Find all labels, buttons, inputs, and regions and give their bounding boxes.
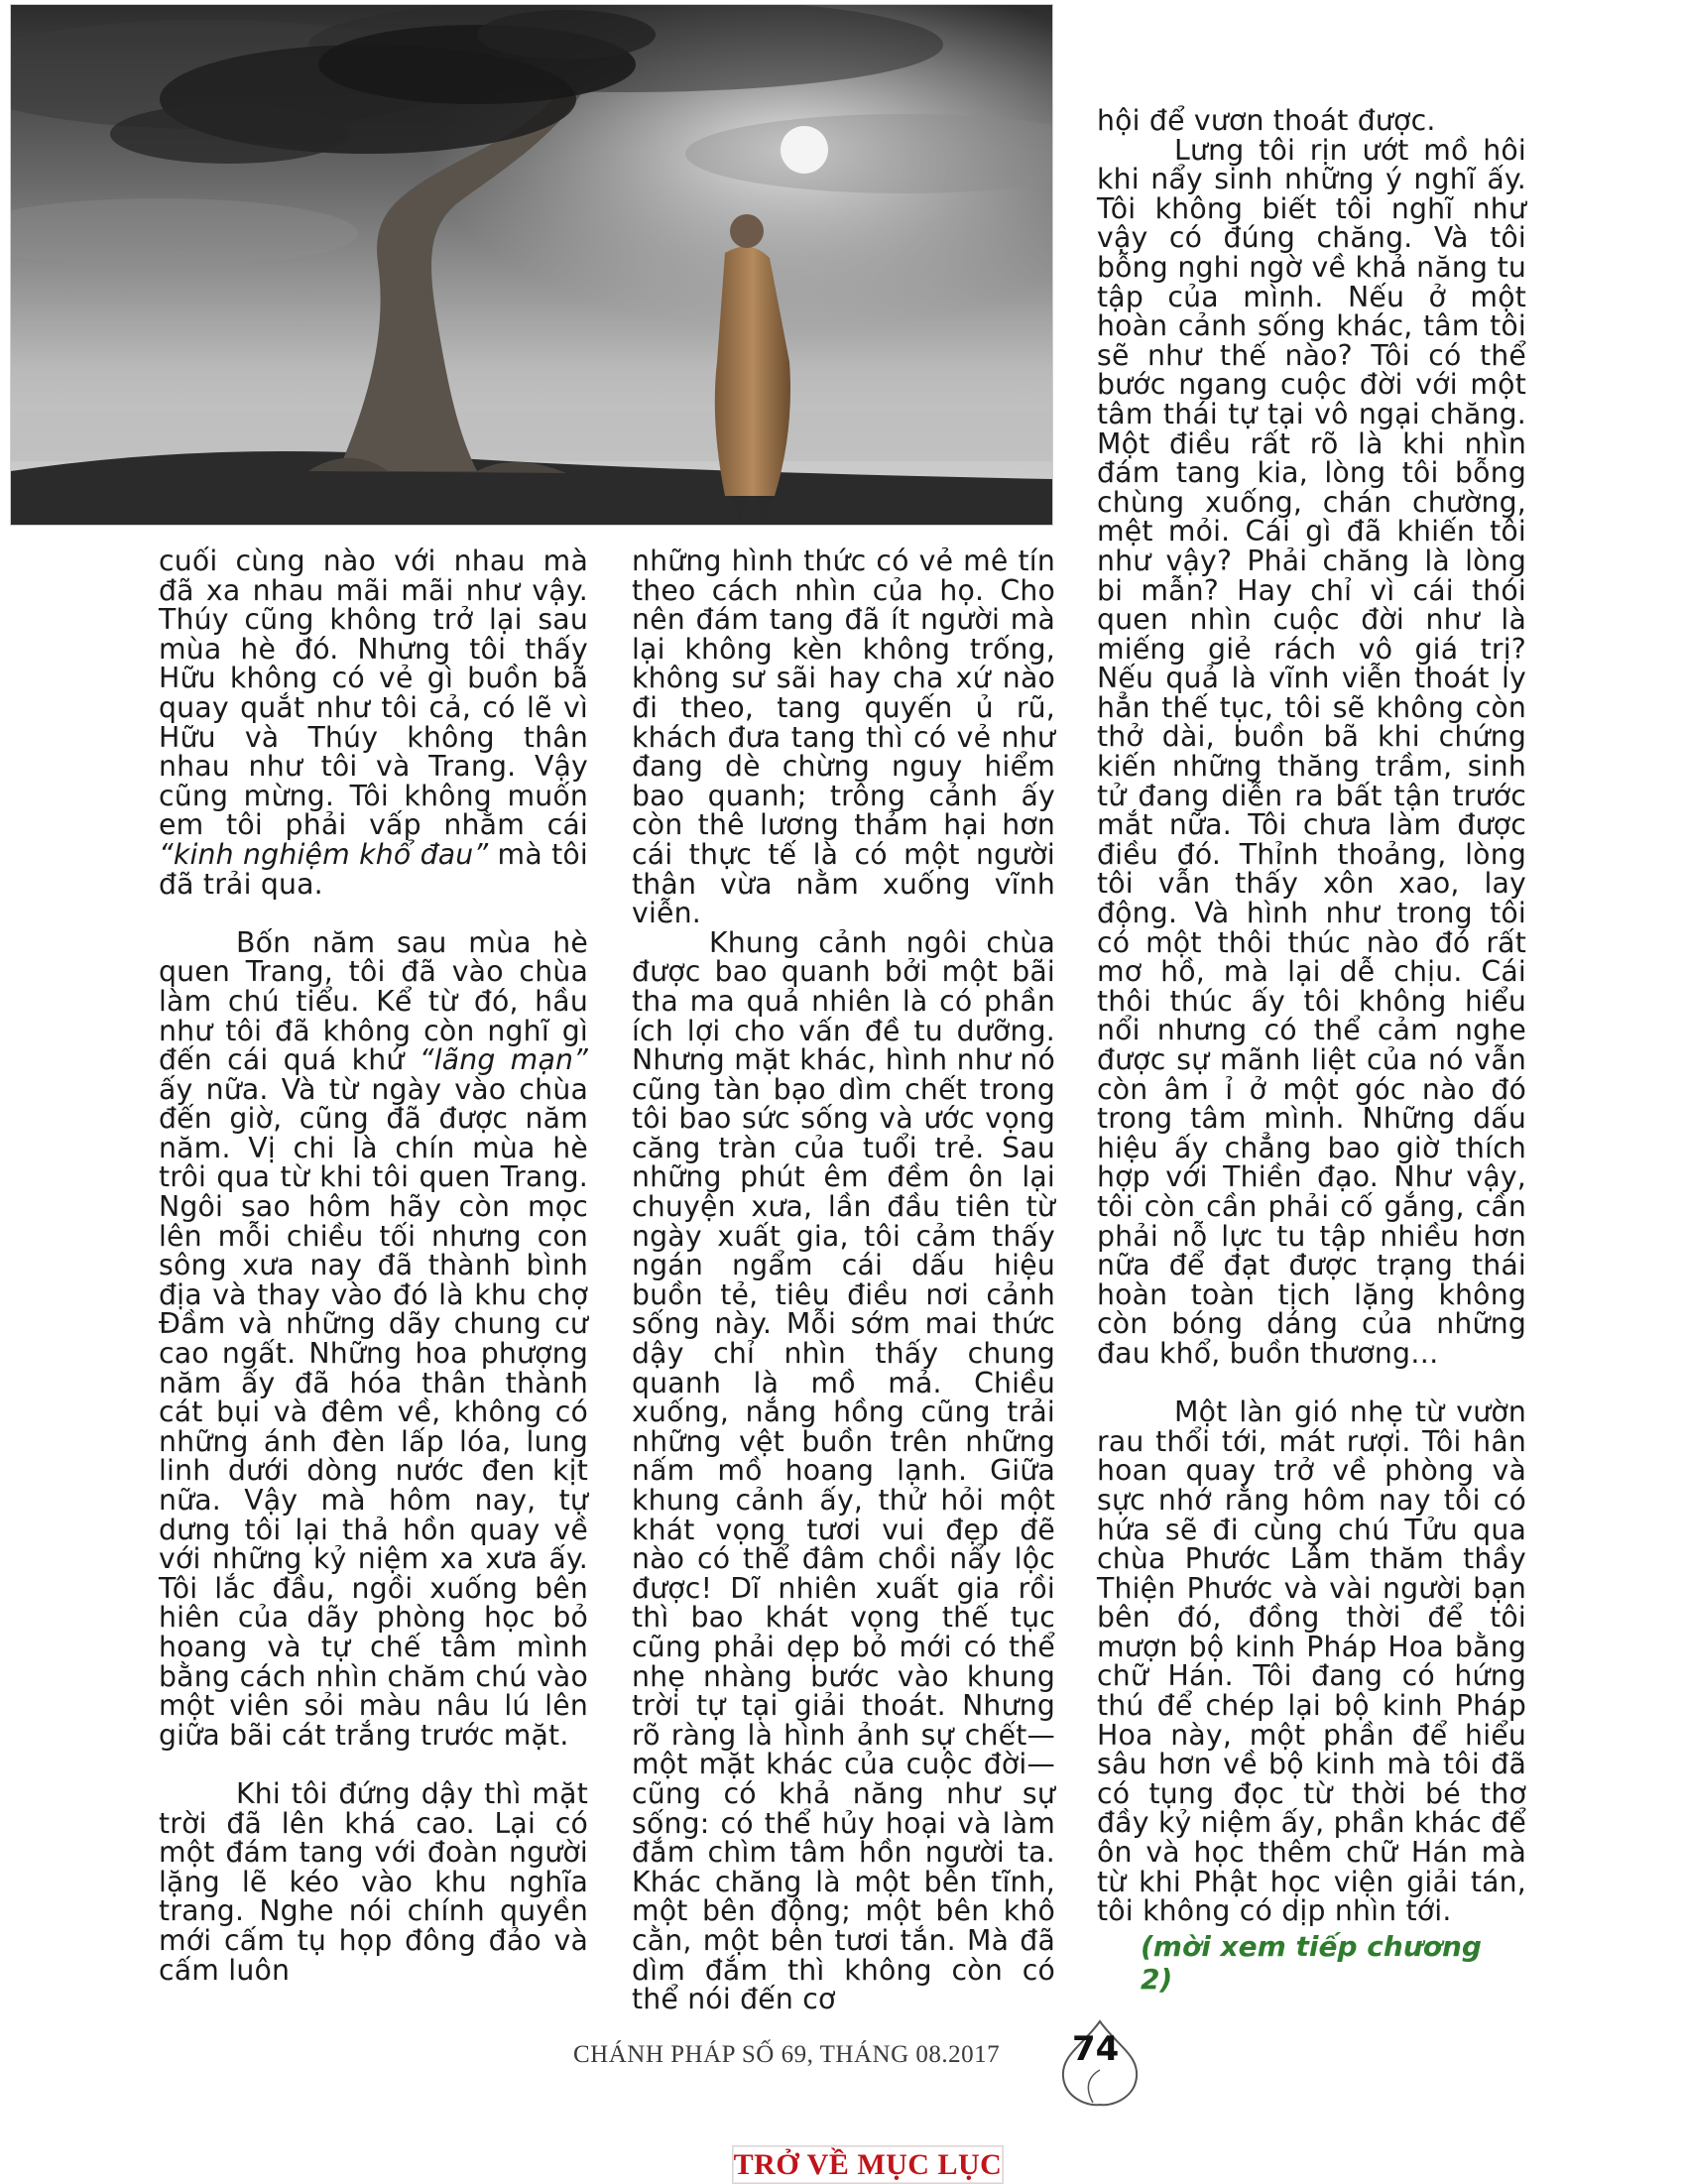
page-number: 74 [1072,2029,1120,2069]
paragraph: Lưng tôi rịn ướt mồ hôi khi nẩy sinh những ý nghĩ ấy. Tôi không biết tôi nghĩ như vậy có đúng chăng. Và tôi bỗng nghi ngờ về khả năng tu tập của mình. Nếu ở một hoàn cảnh sống khác, tâm tôi sẽ như thế nào? Tôi có thể bước ngang cuộc đời với một tâm thái tự tại vô ngại chăng. Một điều rất rõ là khi nhìn đám tang kia, lòng tôi bỗng chùng xuống, chán chường, mệt mỏi. Cái gì đã khiến tôi như vậy? Phải chăng là lòng bi mẫn? Hay chỉ vì cái thói quen nhìn cuộc đời như là miếng giẻ rách vô giá trị? Nếu quả là vĩnh viễn thoát ly hẳn thế tục, tôi sẽ không còn thở dài, buồn bã khi chứng kiến những thăng trầm, sinh tử đang diễn ra bất tận trước mắt nữa. Tôi chưa làm được điều đó. Thỉnh thoảng, lòng tôi vẫn thấy xôn xao, lay động. Và hình như trong tôi có một thôi thúc nào đó rất mơ hồ, mà lại dễ chịu. Cái thôi thúc ấy tôi không hiểu nổi nhưng có thể cảm nghe được sự mãnh liệt của nó vẫn còn âm ỉ ở một góc nào đó trong tâm mình. Những dấu hiệu ấy chẳng bao giờ thích hợp với Thiền đạo. Như vậy, tôi còn cần phải cố gắng, cần phải nỗ lực tu tập nhiều hơn nữa để đạt được trạng thái hoàn toàn tịch lặng không còn bóng dáng của những đau khổ, buồn thương… [1097,133,1526,1370]
paragraph: cuối cùng nào với nhau mà đã xa nhau mãi mãi như vậy. Thúy cũng không trở lại sau mùa hè đó. Nhưng tôi thấy Hữu không có vẻ gì buồn bã quay quắt như tôi cả, có lẽ vì Hữu và Thúy không thân nhau như tôi và Trang. Vậy cũng mừng. Tôi không muốn em tôi phải vấp nhằm cái “kinh nghiệm khổ đau” mà tôi đã trải qua. [159,545,588,901]
paragraph: Một làn gió nhẹ từ vườn rau thổi tới, mát rượi. Tôi hân hoan quay trở về phòng và sực nhớ rằng hôm nay tôi có hứa sẽ đi cùng chú Tửu qua chùa Phước Lâm thăm thầy Thiện Phước và vài người bạn bên đó, đồng thời để tôi mượn bộ kinh Pháp Hoa bằng chữ Hán. Tôi đang có hứng thú để chép lại bộ kinh Pháp Hoa này, một phần để hiểu sâu hơn về bộ kinh mà tôi đã có tụng đọc từ thời bé thơ đầy kỷ niệm ấy, phần khác để ôn và học thêm chữ Hán mà từ khi Phật học viện giải tán, tôi không có dịp nhìn tới. [1097,1395,1526,1928]
article-column-3 [1097,106,1526,1926]
paragraph: hội để vươn thoát được. [1097,104,1436,137]
continued-note: (mời xem tiếp chương 2) [1141,1930,1482,1996]
emphasis-text: “kinh nghiệm khổ đau” [159,837,489,871]
paragraph: Bốn năm sau mùa hè quen Trang, tôi đã vào chùa làm chú tiểu. Kể từ đó, hầu như tôi đã không còn nghĩ gì đến cái quá khứ “lãng mạn” ấy nữa. Và từ ngày vào chùa đến giờ, cũng đã được năm năm. Vị chi là chín mùa hè trôi qua từ khi tôi quen Trang. Ngôi sao hôm hãy còn mọc lên mỗi chiều tối nhưng con sông xưa nay đã thành bình địa và thay vào đó là khu chợ Đầm và những dãy chung cư cao ngất. Những hoa phượng năm ấy đã hóa thân thành cát bụi và đêm về, không có những ánh đèn lấp lóa, lung linh dưới dòng nước đen kịt nữa. Vậy mà hôm nay, tự dưng tôi lại thả hồn quay về với những kỷ niệm xa xưa ấy. Tôi lắc đầu, ngồi xuống bên hiên của dãy phòng học bỏ hoang và tự chế tâm mình bằng cách nhìn chăm chú vào một viên sỏi màu nâu lú lên giữa bãi cát trắng trước mặt. [159,925,588,1752]
photo-illustration [11,5,1052,525]
back-to-contents-button[interactable]: TRỞ VỀ MỤC LỤC [732,2145,1004,2184]
emphasis-text: “lãng mạn” [419,1043,588,1077]
article-column-1 [159,546,588,1985]
paragraph: Khung cảnh ngôi chùa được bao quanh bởi một bãi tha ma quả nhiên là có phần ích lợi cho vấn đề tu dưỡng. Nhưng mặt khác, hình như nó cũng tàn bạo dìm chết trong tôi bao sức sống và ước vọng căng tràn của tuổi trẻ. Sau những phút êm đềm ôn lại chuyện xưa, lần đầu tiên từ ngày xuất gia, tôi cảm thấy ngán ngẩm cái dấu hiệu buồn tẻ, tiêu điều nơi cảnh sống này. Mỗi sớm mai thức dậy chỉ nhìn thấy chung quanh là mồ mả. Chiều xuống, nắng hồng cũng trải những vệt buồn trên những nấm mồ hoang lạnh. Giữa khung cảnh ấy, thử hỏi một khát vọng tươi vui đẹp đẽ nào có thể đâm chồi nẩy lộc được! Dĩ nhiên xuất gia rồi thì bao khát vọng thế tục cũng phải dẹp bỏ mới có thể nhẹ nhàng bước vào khung trời tự tại giải thoát. Nhưng rõ ràng là hình ảnh sự chết—một mặt khác của cuộc đời—cũng có khả năng như sự sống: có thể hủy hoại và làm đắm chìm tâm hồn người ta. Khác chăng là một bên tĩnh, một bên động; một bên khô cằn, một bên tươi tắn. Mà đã dìm đắm thì không còn có thể nói đến cơ [632,925,1055,2016]
paragraph: Khi tôi đứng dậy thì mặt trời đã lên khá cao. Lại có một đám tang với đoàn người lặng lẽ kéo vào khu nghĩa trang. Nghe nói chính quyền mới cấm tụ họp đông đảo và cấm luôn [159,1776,588,1987]
paragraph: những hình thức có vẻ mê tín theo cách nhìn của họ. Cho nên đám tang đã ít người mà lại không kèn không trống, không sư sãi hay cha xứ nào đi theo, tang quyến ủ rũ, khách đưa tang thì có vẻ như đang dè chừng nguy hiểm bao quanh; trông cảnh ấy còn thê lương thảm hại hơn cái thực tế là có một người thân vừa nằm xuống vĩnh viễn. [632,545,1055,930]
monk-and-tree-photo [10,4,1053,526]
issue-label: CHÁNH PHÁP SỐ 69, THÁNG 08.2017 [573,2041,1001,2068]
article-column-2 [632,546,1055,2014]
